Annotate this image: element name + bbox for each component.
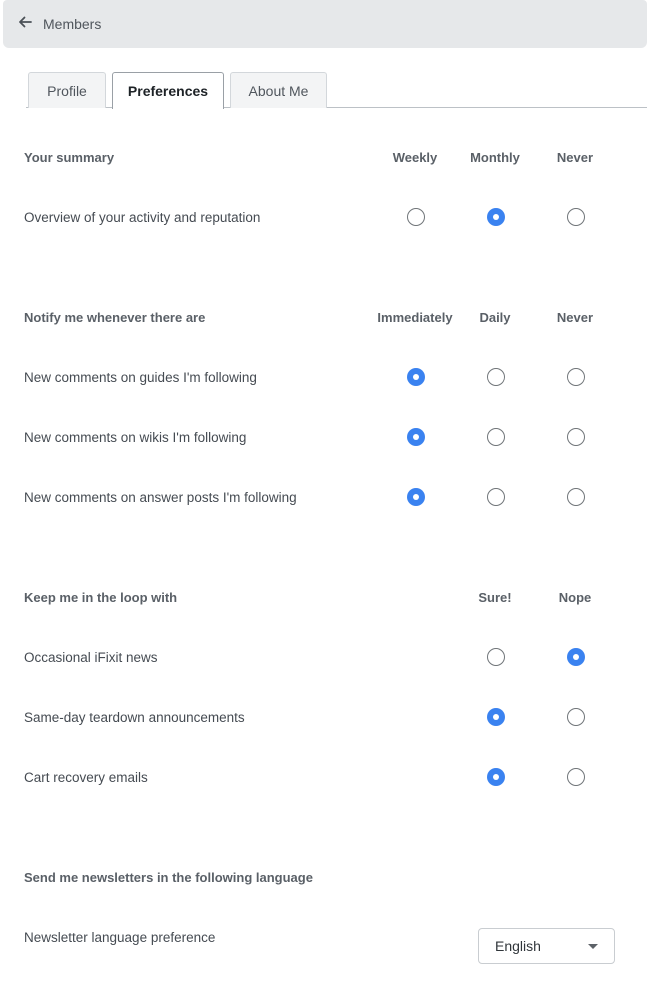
tab-about-me[interactable]: About Me	[230, 72, 327, 108]
col-daily: Daily	[479, 310, 511, 325]
row-label-newsletter-language: Newsletter language preference	[24, 930, 216, 945]
col-weekly: Weekly	[392, 150, 438, 165]
language-select[interactable]	[478, 928, 615, 964]
radio-summary-weekly[interactable]	[407, 208, 425, 226]
col-never: Never	[556, 310, 594, 325]
row-label-cart-recovery: Cart recovery emails	[24, 770, 148, 785]
tab-preferences[interactable]: Preferences	[112, 72, 224, 109]
back-label: Members	[43, 16, 102, 32]
row-label-wikis: New comments on wikis I'm following	[24, 430, 247, 445]
caret-down-icon	[588, 944, 598, 949]
notify-heading: Notify me whenever there are	[24, 310, 206, 325]
back-to-members-link[interactable]	[3, 0, 101, 48]
radio-guides-never[interactable]	[567, 368, 585, 386]
tab-bar	[26, 72, 647, 108]
radio-wikis-immediately[interactable]	[407, 428, 425, 446]
radio-news-nope[interactable]	[567, 648, 585, 666]
col-nope: Nope	[558, 590, 592, 605]
top-bar	[3, 0, 647, 48]
radio-answers-never[interactable]	[567, 488, 585, 506]
col-monthly: Monthly	[470, 150, 520, 165]
radio-wikis-daily[interactable]	[487, 428, 505, 446]
radio-teardown-sure[interactable]	[487, 708, 505, 726]
col-never: Never	[556, 150, 594, 165]
language-select-value: English	[495, 938, 541, 954]
col-sure: Sure!	[478, 590, 512, 605]
newsletter-heading: Send me newsletters in the following language	[24, 870, 313, 885]
radio-news-sure[interactable]	[487, 648, 505, 666]
loop-heading: Keep me in the loop with	[24, 590, 178, 605]
radio-guides-daily[interactable]	[487, 368, 505, 386]
row-label-guides: New comments on guides I'm following	[24, 370, 257, 385]
row-label-ifixit-news: Occasional iFixit news	[24, 650, 158, 665]
radio-answers-daily[interactable]	[487, 488, 505, 506]
radio-cart-nope[interactable]	[567, 768, 585, 786]
col-immediately: Immediately	[377, 310, 453, 325]
row-label-answer-posts: New comments on answer posts I'm following	[24, 490, 297, 505]
row-label-activity-overview: Overview of your activity and reputation	[24, 210, 261, 225]
arrow-left-icon	[17, 14, 33, 35]
radio-guides-immediately[interactable]	[407, 368, 425, 386]
radio-teardown-nope[interactable]	[567, 708, 585, 726]
row-label-teardown: Same-day teardown announcements	[24, 710, 245, 725]
summary-heading: Your summary	[24, 150, 115, 165]
radio-answers-immediately[interactable]	[407, 488, 425, 506]
tab-profile[interactable]: Profile	[28, 72, 106, 108]
radio-wikis-never[interactable]	[567, 428, 585, 446]
radio-summary-never[interactable]	[567, 208, 585, 226]
radio-summary-monthly[interactable]	[487, 208, 505, 226]
radio-cart-sure[interactable]	[487, 768, 505, 786]
